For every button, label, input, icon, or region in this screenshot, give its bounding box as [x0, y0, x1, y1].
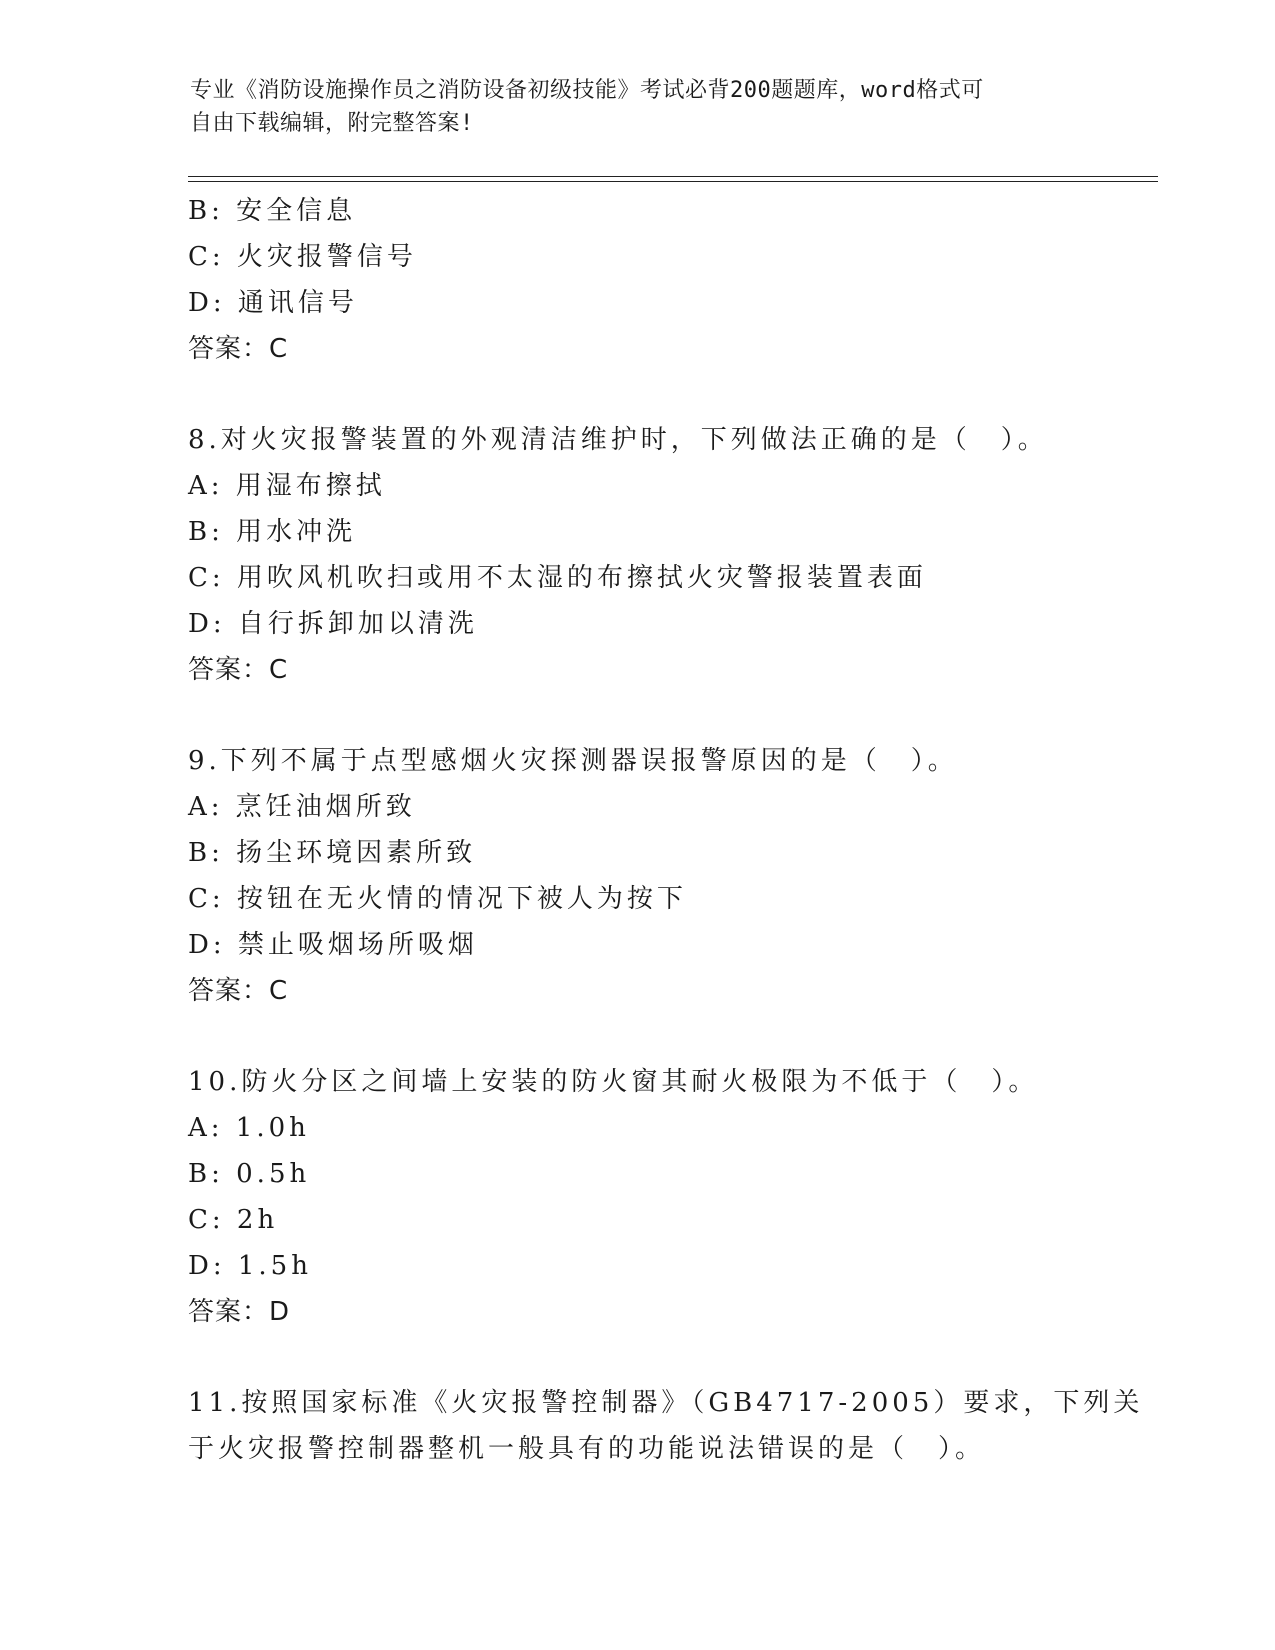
answer: 答案：C: [188, 976, 289, 1006]
option-c: C: 用吹风机吹扫或用不太湿的布擦拭火灾警报装置表面: [188, 563, 927, 593]
option-d: D: 禁止吸烟场所吸烟: [188, 930, 478, 960]
option-b: B: 用水冲洗: [188, 517, 357, 547]
option-b: B: 扬尘环境因素所致: [188, 838, 477, 868]
question-stem-line-1: 11.按照国家标准《火灾报警控制器》（GB4717-2005）要求，下列关: [188, 1388, 1144, 1418]
question-stem: 10.防火分区之间墙上安装的防火窗其耐火极限为不低于（ ）。: [188, 1067, 1039, 1097]
question-7-continued: [188, 188, 1088, 372]
question-list: [188, 188, 1144, 1472]
option-a: A: 用湿布擦拭: [188, 471, 386, 501]
answer: 答案：C: [188, 655, 289, 685]
option-a: A: 烹饪油烟所致: [188, 792, 416, 822]
question-stem: 9.下列不属于点型感烟火灾探测器误报警原因的是（ ）。: [188, 746, 958, 776]
question-10: [188, 1059, 1088, 1335]
option-b: B: 安全信息: [188, 196, 357, 226]
option-c: C: 火灾报警信号: [188, 242, 417, 272]
option-c: C: 按钮在无火情的情况下被人为按下: [188, 884, 687, 914]
answer: 答案：C: [188, 334, 289, 364]
question-stem: 8.对火灾报警装置的外观清洁维护时，下列做法正确的是（ ）。: [188, 425, 1048, 455]
document-header: [190, 74, 1090, 140]
header-line-1: 专业《消防设施操作员之消防设备初级技能》考试必背200题题库，word格式可: [190, 78, 984, 103]
question-11: [188, 1380, 1144, 1472]
option-d: D: 通讯信号: [188, 288, 358, 318]
option-d: D: 1.5h: [188, 1251, 312, 1281]
header-line-2: 自由下载编辑，附完整答案!: [190, 111, 474, 136]
option-a: A: 1.0h: [188, 1113, 310, 1143]
question-8: [188, 417, 1088, 693]
question-stem-line-2: 于火灾报警控制器整机一般具有的功能说法错误的是（ ）。: [188, 1434, 986, 1464]
header-divider-top: [188, 176, 1158, 177]
option-b: B: 0.5h: [188, 1159, 311, 1189]
option-c: C: 2h: [188, 1205, 279, 1235]
option-d: D: 自行拆卸加以清洗: [188, 609, 478, 639]
header-divider-bottom: [188, 181, 1158, 182]
question-9: [188, 738, 1088, 1014]
answer: 答案：D: [188, 1297, 291, 1327]
